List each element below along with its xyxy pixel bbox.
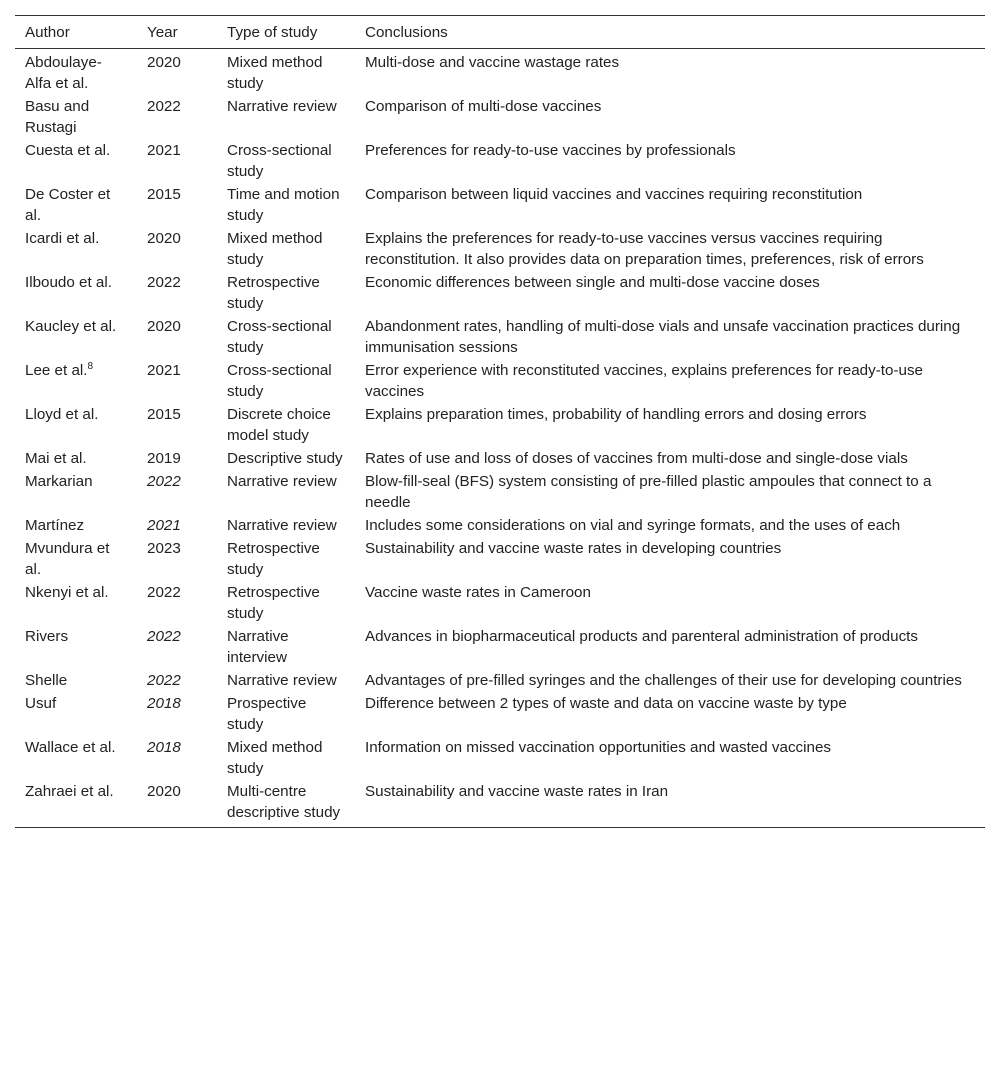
cell-author — [15, 139, 137, 183]
table-row — [15, 271, 985, 315]
cell-author — [15, 227, 137, 271]
table-row — [15, 736, 985, 780]
table-row — [15, 470, 985, 514]
cell-conclusions: Comparison of multi-dose vaccines — [365, 98, 602, 115]
author-name: Lloyd et al. — [25, 406, 99, 423]
cell-author — [15, 95, 137, 139]
header-author: Author — [25, 24, 70, 41]
cell-conclusions: Advantages of pre-filled syringes and the challenges of their use for developing countries — [365, 672, 962, 689]
author-name: Mvundura et al. — [25, 540, 110, 578]
table-row — [15, 49, 985, 96]
cell-conclusions: Error experience with reconstituted vaccines, explains preferences for ready-to-use vaccines — [365, 362, 923, 400]
author-name: Ilboudo et al. — [25, 274, 112, 291]
cell-author — [15, 669, 137, 692]
cell-year: 2018 — [147, 739, 181, 756]
cell-author — [15, 470, 137, 514]
cell-conclusions: Explains the preferences for ready-to-use vaccines versus vaccines requiring reconstitution. It also provides data on preparation times, preferences, risk of errors — [365, 230, 924, 268]
cell-year: 2019 — [147, 450, 181, 467]
cell-author — [15, 183, 137, 227]
author-name: Usuf — [25, 695, 57, 712]
cell-year: 2022 — [147, 274, 181, 291]
author-name: Basu and Rustagi — [25, 98, 90, 136]
table-row — [15, 581, 985, 625]
cell-type-of-study: Time and motion study — [227, 186, 340, 224]
table-body — [15, 49, 985, 828]
cell-conclusions: Rates of use and loss of doses of vaccines from multi-dose and single-dose vials — [365, 450, 908, 467]
table-row — [15, 315, 985, 359]
author-name: Markarian — [25, 473, 93, 490]
author-name: Lee et al. — [25, 362, 88, 379]
cell-conclusions: Blow-fill-seal (BFS) system consisting of pre-filled plastic ampoules that connect to a needle — [365, 473, 932, 511]
author-name: De Coster et al. — [25, 186, 111, 224]
cell-type-of-study: Multi-centre descriptive study — [227, 783, 341, 821]
author-name: Shelle — [25, 672, 68, 689]
author-name: Martínez — [25, 517, 85, 534]
cell-type-of-study: Retrospective study — [227, 540, 320, 578]
table-row — [15, 669, 985, 692]
header-year: Year — [147, 24, 178, 41]
cell-type-of-study: Cross-sectional study — [227, 142, 332, 180]
header-conclusions: Conclusions — [365, 24, 448, 41]
cell-conclusions: Explains preparation times, probability of handling errors and dosing errors — [365, 406, 867, 423]
table-row — [15, 514, 985, 537]
cell-author — [15, 780, 137, 828]
table-header — [15, 16, 985, 49]
cell-year: 2021 — [147, 142, 181, 159]
cell-type-of-study: Narrative review — [227, 672, 337, 689]
header-type-of-study: Type of study — [227, 24, 318, 41]
cell-year: 2022 — [147, 584, 181, 601]
author-name: Mai et al. — [25, 450, 87, 467]
cell-author — [15, 271, 137, 315]
cell-year: 2015 — [147, 406, 181, 423]
cell-type-of-study: Narrative review — [227, 517, 337, 534]
cell-author — [15, 625, 137, 669]
cell-author — [15, 447, 137, 470]
cell-conclusions: Vaccine waste rates in Cameroon — [365, 584, 591, 601]
cell-year: 2020 — [147, 54, 181, 71]
cell-author — [15, 581, 137, 625]
cell-year: 2015 — [147, 186, 181, 203]
table-row — [15, 537, 985, 581]
table-row — [15, 780, 985, 828]
cell-author — [15, 537, 137, 581]
cell-conclusions: Includes some considerations on vial and syringe formats, and the uses of each — [365, 517, 901, 534]
cell-year: 2020 — [147, 783, 181, 800]
cell-conclusions: Economic differences between single and multi-dose vaccine doses — [365, 274, 820, 291]
table-row — [15, 403, 985, 447]
author-name: Nkenyi et al. — [25, 584, 109, 601]
cell-type-of-study: Retrospective study — [227, 274, 320, 312]
table-row — [15, 447, 985, 470]
studies-table — [15, 15, 985, 828]
header-row — [15, 16, 985, 49]
table-row — [15, 359, 985, 403]
author-name: Kaucley et al. — [25, 318, 117, 335]
cell-conclusions: Preferences for ready-to-use vaccines by professionals — [365, 142, 736, 159]
cell-type-of-study: Mixed method study — [227, 54, 323, 92]
cell-conclusions: Comparison between liquid vaccines and vaccines requiring reconstitution — [365, 186, 863, 203]
author-name: Wallace et al. — [25, 739, 116, 756]
cell-year: 2023 — [147, 540, 181, 557]
cell-year: 2022 — [147, 672, 181, 689]
cell-type-of-study: Cross-sectional study — [227, 362, 332, 400]
cell-conclusions: Advances in biopharmaceutical products and parenteral administration of products — [365, 628, 918, 645]
table-row — [15, 227, 985, 271]
cell-conclusions: Difference between 2 types of waste and data on vaccine waste by type — [365, 695, 847, 712]
cell-conclusions: Sustainability and vaccine waste rates in Iran — [365, 783, 669, 800]
cell-year: 2018 — [147, 695, 181, 712]
table-row — [15, 95, 985, 139]
cell-year: 2021 — [147, 362, 181, 379]
cell-type-of-study: Cross-sectional study — [227, 318, 332, 356]
table-row — [15, 139, 985, 183]
cell-year: 2022 — [147, 473, 181, 490]
author-name: Zahraei et al. — [25, 783, 114, 800]
cell-year: 2021 — [147, 517, 181, 534]
cell-author — [15, 736, 137, 780]
cell-conclusions: Sustainability and vaccine waste rates in developing countries — [365, 540, 782, 557]
author-name: Abdoulaye-Alfa et al. — [25, 54, 102, 92]
cell-type-of-study: Mixed method study — [227, 739, 323, 777]
table-row — [15, 625, 985, 669]
cell-type-of-study: Prospective study — [227, 695, 307, 733]
cell-type-of-study: Descriptive study — [227, 450, 343, 467]
cell-conclusions: Multi-dose and vaccine wastage rates — [365, 54, 620, 71]
cell-author — [15, 692, 137, 736]
author-name: Rivers — [25, 628, 69, 645]
cell-author — [15, 514, 137, 537]
cell-type-of-study: Discrete choice model study — [227, 406, 331, 444]
cell-conclusions: Information on missed vaccination opportunities and wasted vaccines — [365, 739, 832, 756]
table-row — [15, 183, 985, 227]
cell-type-of-study: Mixed method study — [227, 230, 323, 268]
cell-author — [15, 359, 137, 403]
cell-year: 2020 — [147, 230, 181, 247]
cell-year: 2020 — [147, 318, 181, 335]
reference-superscript: 8 — [87, 361, 94, 372]
cell-type-of-study: Narrative review — [227, 98, 337, 115]
cell-type-of-study: Narrative interview — [227, 628, 289, 666]
table-row — [15, 692, 985, 736]
author-name: Cuesta et al. — [25, 142, 111, 159]
cell-year: 2022 — [147, 98, 181, 115]
cell-author — [15, 49, 137, 96]
cell-author — [15, 315, 137, 359]
cell-author — [15, 403, 137, 447]
author-name: Icardi et al. — [25, 230, 100, 247]
cell-type-of-study: Retrospective study — [227, 584, 320, 622]
cell-type-of-study: Narrative review — [227, 473, 337, 490]
cell-year: 2022 — [147, 628, 181, 645]
cell-conclusions: Abandonment rates, handling of multi-dose vials and unsafe vaccination practices during immunisation sessions — [365, 318, 961, 356]
